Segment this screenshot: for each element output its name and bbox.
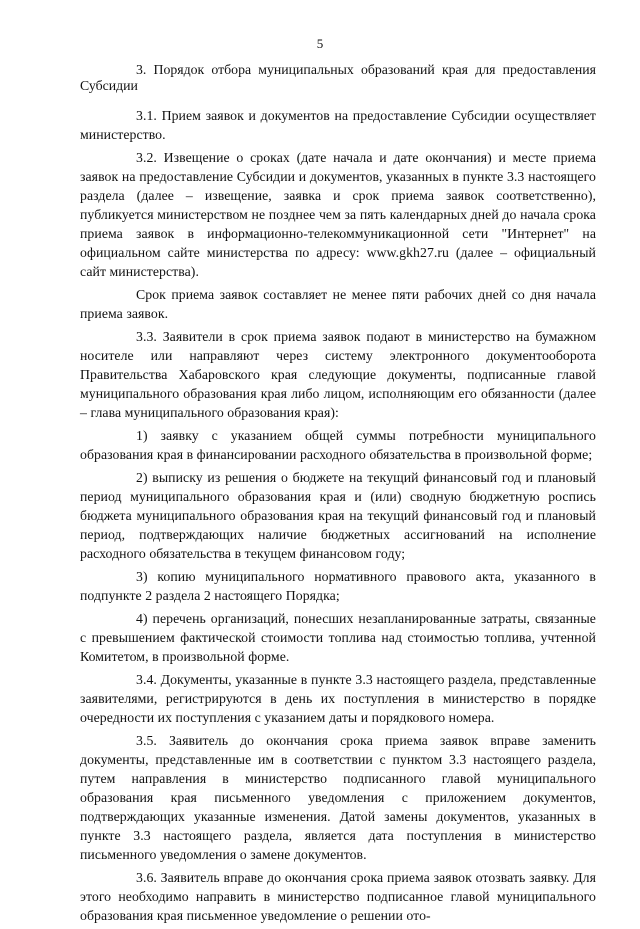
- list-item-4: 4) перечень организаций, понесших незапланированные затраты, связанные с превышением фактической стоимости топлива над стоимостью топлива, учтенной Комитетом, в произвольной форме.: [80, 611, 596, 664]
- document-body: [80, 62, 596, 929]
- paragraph-3-4: 3.4. Документы, указанные в пункте 3.3 настоящего раздела, представленные заявителями, регистрируются в день их поступления в министерство в порядке очередности их поступления с указанием даты и порядкового номера.: [80, 672, 596, 725]
- list-item-1: 1) заявку с указанием общей суммы потребности муниципального образования края в финансировании расходного обязательства в произвольной форме;: [80, 428, 596, 462]
- list-item-2: 2) выписку из решения о бюджете на текущий финансовый год и плановый период муниципального образования края и (или) сводную бюджетную роспись бюджета муниципального образования края на текущий финансовый год и плановый период, подтверждающих наличие бюджетных ассигнований на исполнение расходного обязательства в текущем финансовом году;: [80, 470, 596, 561]
- list-item-3: 3) копию муниципального нормативного правового акта, указанного в подпункте 2 раздела 2 настоящего Порядка;: [80, 569, 596, 603]
- paragraph-3-5: 3.5. Заявитель до окончания срока приема заявок вправе заменить документы, представленные им в соответствии с пунктом 3.3 настоящего раздела, путем направления в министерство подписанного главой муниципального образования края письменного уведомления с приложением документов, подтверждающих указанные изменения. Датой замены документов, указанных в пункте 3.3 настоящего раздела, является дата поступления в министерство письменного уведомления о замене документов.: [80, 733, 596, 862]
- paragraph-3-2: 3.2. Извещение о сроках (дате начала и дате окончания) и месте приема заявок на предоставление Субсидии и документов, указанных в пункте 3.3 настоящего раздела (далее – извещение, заявка и срок приема заявок соответственно), публикуется министерством не позднее чем за пять календарных дней до начала срока приема заявок в информационно-телекоммуникационной сети "Интернет" на официальном сайте министерства по адресу: www.gkh27.ru (далее – официальный сайт министерства).: [80, 150, 596, 279]
- paragraph-3-1: 3.1. Прием заявок и документов на предоставление Субсидии осуществляет министерство.: [80, 108, 596, 142]
- section-heading: 3. Порядок отбора муниципальных образований края для предоставления Субсидии: [80, 62, 596, 93]
- page-number: 5: [316, 36, 324, 51]
- paragraph-3-3: 3.3. Заявители в срок приема заявок подают в министерство на бумажном носителе или направляют через систему электронного документооборота Правительства Хабаровского края следующие документы, подписанные главой муниципального образования края либо лицом, исполняющим его обязанности (далее – глава муниципального образования края):: [80, 329, 596, 420]
- paragraph-3-6: 3.6. Заявитель вправе до окончания срока приема заявок отозвать заявку. Для этого необходимо направить в министерство подписанное главой муниципального образования края письменное уведомление о решении ото-: [80, 870, 596, 923]
- paragraph-deadline: Срок приема заявок составляет не менее пяти рабочих дней со дня начала приема заявок.: [80, 287, 596, 321]
